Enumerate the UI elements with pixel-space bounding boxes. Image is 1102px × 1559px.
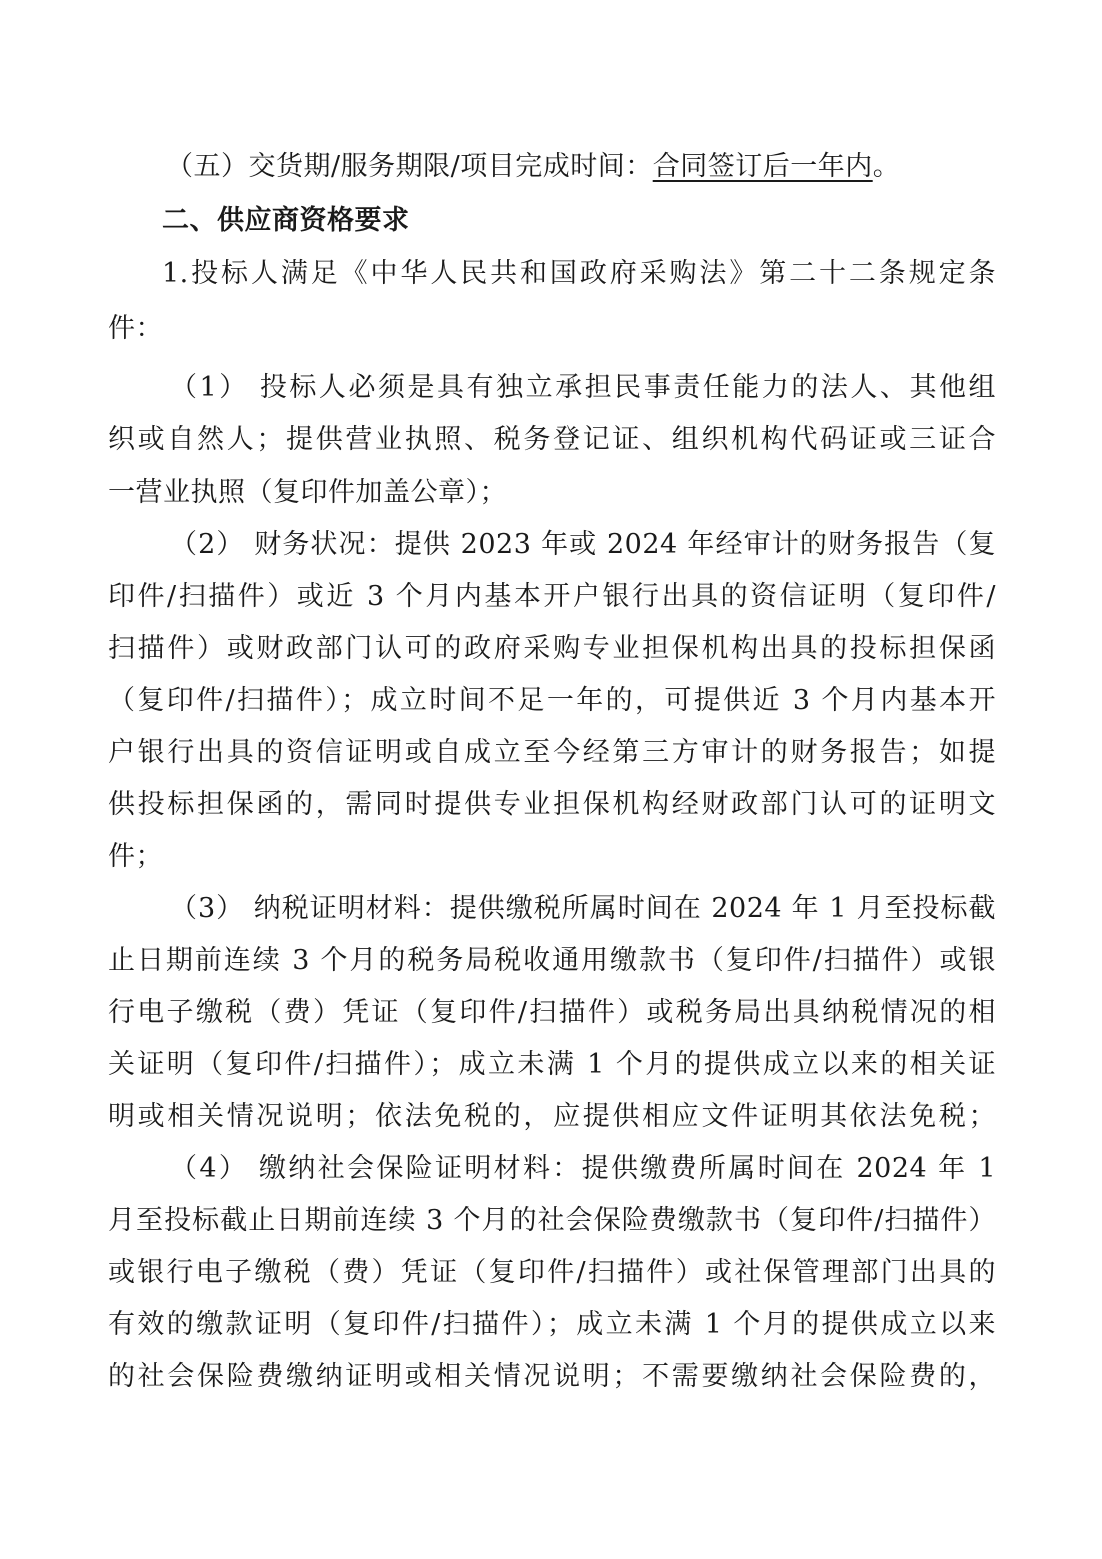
body-line: 明或相关情况说明；依法免税的，应提供相应文件证明其依法免税； (108, 1101, 996, 1132)
body-line: 织或自然人；提供营业执照、税务登记证、组织机构代码证或三证合 (108, 424, 996, 455)
body-line: （1） 投标人必须是具有独立承担民事责任能力的法人、其他组 (170, 372, 996, 403)
body-line: 1.投标人满足《中华人民共和国政府采购法》第二十二条规定条 (162, 258, 996, 289)
body-line: 行电子缴税（费）凭证（复印件/扫描件）或税务局出具纳税情况的相 (108, 997, 996, 1028)
body-line: 供投标担保函的，需同时提供专业担保机构经财政部门认可的证明文 (108, 789, 996, 820)
body-line: 件： (108, 313, 163, 344)
body-line: 户银行出具的资信证明或自成立至今经第三方审计的财务报告；如提 (108, 737, 996, 768)
body-line: 或银行电子缴税（费）凭证（复印件/扫描件）或社保管理部门出具的 (108, 1257, 996, 1288)
section5-label: （五）交货期/服务期限/项目完成时间： (166, 151, 653, 182)
section5-line (166, 147, 900, 187)
body-line: 关证明（复印件/扫描件）；成立未满 1 个月的提供成立以来的相关证 (108, 1049, 996, 1080)
body-line: （3） 纳税证明材料：提供缴税所属时间在 2024 年 1 月至投标截 (170, 893, 996, 924)
body-line: 印件/扫描件）或近 3 个月内基本开户银行出具的资信证明（复印件/ (108, 581, 996, 612)
body-line: 月至投标截止日期前连续 3 个月的社会保险费缴款书（复印件/扫描件） (108, 1205, 996, 1236)
body-line: 扫描件）或财政部门认可的政府采购专业担保机构出具的投标担保函 (108, 633, 996, 664)
body-line: （复印件/扫描件）；成立时间不足一年的，可提供近 3 个月内基本开 (108, 685, 996, 716)
section-heading: 二、供应商资格要求 (162, 205, 410, 236)
body-line: （4） 缴纳社会保险证明材料：提供缴费所属时间在 2024 年 1 (170, 1153, 996, 1184)
body-line: 的社会保险费缴纳证明或相关情况说明；不需要缴纳社会保险费的， (108, 1361, 996, 1392)
body-line: 一营业执照（复印件加盖公章）； (108, 477, 507, 508)
body-line: （2） 财务状况：提供 2023 年或 2024 年经审计的财务报告（复 (170, 529, 996, 560)
body-line: 件； (108, 841, 163, 872)
body-line: 有效的缴款证明（复印件/扫描件）；成立未满 1 个月的提供成立以来 (108, 1309, 996, 1340)
section5-end: 。 (872, 151, 901, 182)
section5-value: 合同签订后一年内 (652, 151, 873, 182)
body-line: 止日期前连续 3 个月的税务局税收通用缴款书（复印件/扫描件）或银 (108, 945, 996, 976)
